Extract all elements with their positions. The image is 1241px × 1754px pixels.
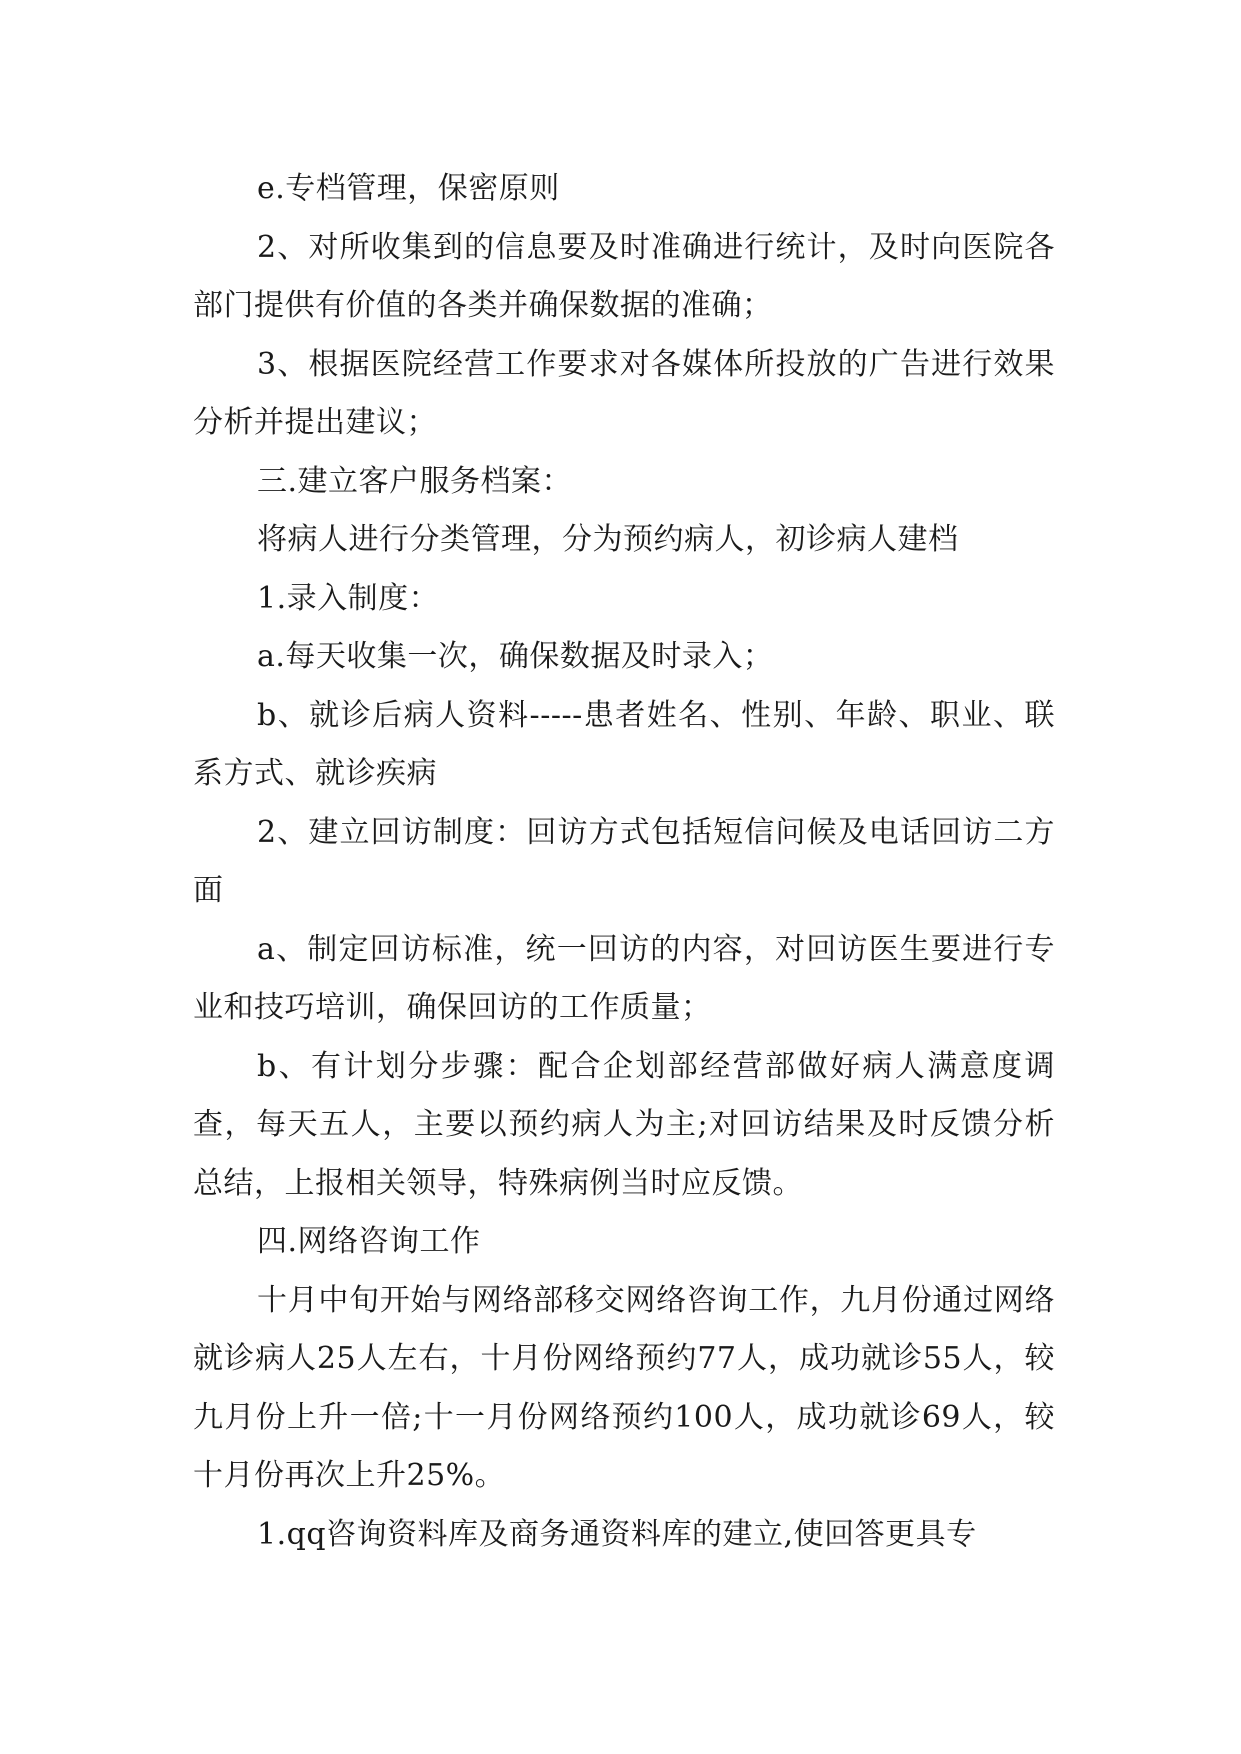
section-heading-online-consulting: 四.网络咨询工作 (257, 1224, 481, 1259)
paragraph-online-statistics: 十月中旬开始与网络部移交网络咨询工作，九月份通过网络就诊病人25人左右，十月份网络预约77人，成功就诊55人，较九月份上升一倍;十一月份网络预约100人，成功就诊69人，较十月份再次上升25%。 (193, 1282, 1055, 1493)
paragraph-archive-management: e.专档管理，保密原则 (257, 171, 560, 206)
document-body (193, 160, 1055, 1564)
paragraph-satisfaction-survey: b、有计划分步骤：配合企划部经营部做好病人满意度调查，每天五人，主要以预约病人为主;对回访结果及时反馈分析总结，上报相关领导，特殊病例当时应反馈。 (193, 1048, 1055, 1201)
paragraph-patient-classification: 将病人进行分类管理，分为预约病人，初诊病人建档 (257, 522, 959, 557)
paragraph-qq-database: 1.qq咨询资料库及商务通资料库的建立,使回答更具专 (257, 1516, 977, 1552)
paragraph-ad-analysis: 3、根据医院经营工作要求对各媒体所投放的广告进行效果分析并提出建议； (193, 346, 1055, 440)
subheading-follow-up-system: 2、建立回访制度：回访方式包括短信问候及电话回访二方面 (193, 814, 1055, 908)
paragraph-patient-data-fields: b、就诊后病人资料-----患者姓名、性别、年龄、职业、联系方式、就诊疾病 (193, 697, 1055, 791)
paragraph-daily-collection: a.每天收集一次，确保数据及时录入； (257, 639, 774, 674)
paragraph-follow-up-standards: a、制定回访标准，统一回访的内容，对回访医生要进行专业和技巧培训，确保回访的工作质量； (193, 931, 1055, 1025)
subheading-entry-system: 1.录入制度： (257, 580, 440, 616)
section-heading-customer-archive: 三.建立客户服务档案： (257, 463, 573, 499)
paragraph-info-statistics: 2、对所收集到的信息要及时准确进行统计，及时向医院各部门提供有价值的各类并确保数据的准确； (193, 229, 1055, 323)
